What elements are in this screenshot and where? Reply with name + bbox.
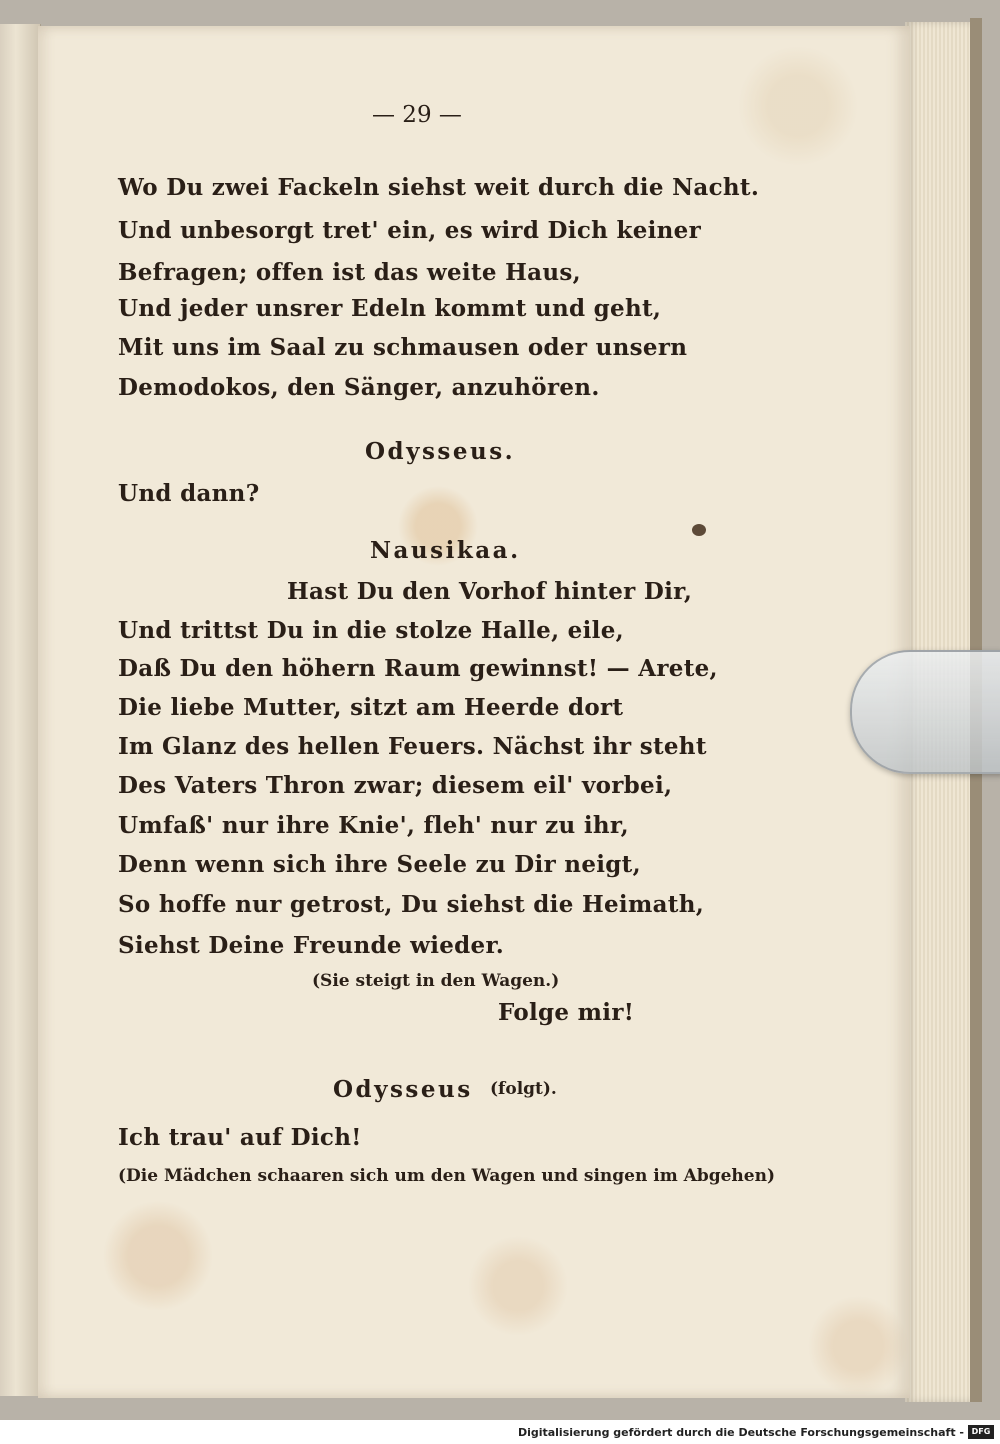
nausikaa-line-1: Hast Du den Vorhof hinter Dir,	[287, 578, 693, 605]
speaker-odysseus-2-note: (folgt).	[490, 1079, 557, 1099]
nausikaa-line-3: Daß Du den höhern Raum gewinnst! — Arete,	[118, 655, 718, 682]
stage-direction-maedchen: (Die Mädchen schaaren sich um den Wagen und singen im Abgehen)	[118, 1166, 775, 1186]
text-line-3: Befragen; offen ist das weite Haus,	[118, 259, 581, 286]
speaker-odysseus: Odysseus.	[365, 438, 516, 465]
text-line-6: Demodokos, den Sänger, anzuhören.	[118, 374, 600, 401]
clear-tab-clip	[850, 650, 1000, 774]
text-line-2: Und unbesorgt tret' ein, es wird Dich keiner	[118, 217, 702, 244]
stage-direction-wagen: (Sie steigt in den Wagen.)	[312, 971, 560, 991]
nausikaa-line-10: Siehst Deine Freunde wieder.	[118, 932, 505, 959]
nausikaa-line-4: Die liebe Mutter, sitzt am Heerde dort	[118, 694, 624, 721]
left-page-edge	[0, 24, 41, 1396]
nausikaa-line-8: Denn wenn sich ihre Seele zu Dir neigt,	[118, 851, 641, 878]
text-line-ich-trau: Ich trau' auf Dich!	[118, 1124, 362, 1151]
text-line-1: Wo Du zwei Fackeln siehst weit durch die Nacht.	[118, 174, 760, 201]
dfg-attribution-text: Digitalisierung gefördert durch die Deutsche Forschungsgemeinschaft -	[517, 1426, 964, 1439]
speaker-nausikaa: Nausikaa.	[370, 537, 521, 564]
text-line-folge-mir: Folge mir!	[498, 999, 635, 1026]
page-number: — 29 —	[372, 102, 462, 128]
text-line-5: Mit uns im Saal zu schmausen oder unsern	[118, 334, 688, 361]
nausikaa-line-9: So hoffe nur getrost, Du siehst die Heimath,	[118, 891, 705, 918]
nausikaa-line-6: Des Vaters Thron zwar; diesem eil' vorbei,	[118, 772, 673, 799]
speaker-odysseus-2: Odysseus	[333, 1076, 473, 1103]
nausikaa-line-2: Und trittst Du in die stolze Halle, eile,	[118, 617, 624, 644]
ink-spot	[692, 524, 706, 536]
text-line-4: Und jeder unsrer Edeln kommt und geht,	[118, 295, 662, 322]
nausikaa-line-7: Umfaß' nur ihre Knie', fleh' nur zu ihr,	[118, 812, 629, 839]
text-line-und-dann: Und dann?	[118, 480, 260, 507]
nausikaa-line-5: Im Glanz des hellen Feuers. Nächst ihr steht	[118, 733, 707, 760]
dfg-logo-icon: DFG	[968, 1425, 994, 1439]
